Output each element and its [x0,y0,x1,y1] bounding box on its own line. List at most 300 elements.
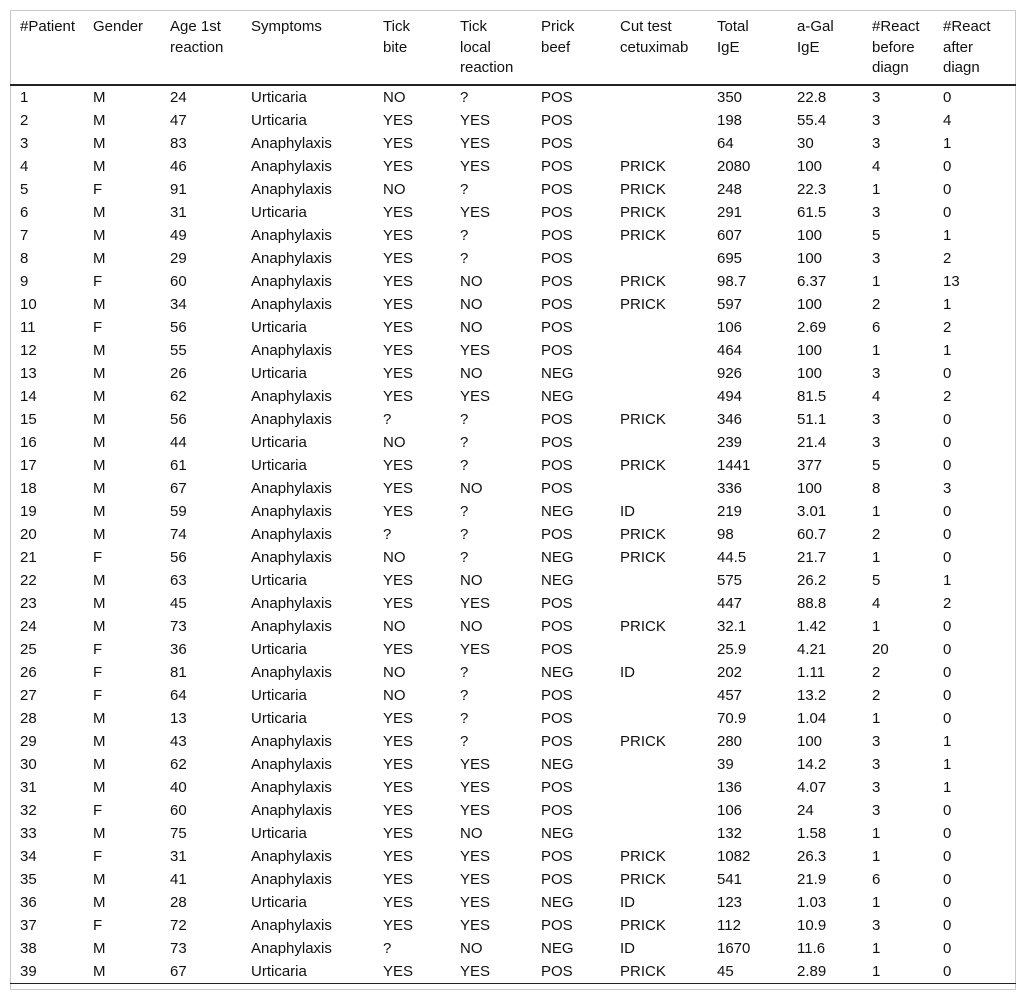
table-row [10,822,1016,845]
cell-react_before: 3 [872,732,881,750]
cell-total_ige: 132 [717,824,743,842]
cell-agal_ige: 100 [797,341,823,359]
cell-age: 64 [170,686,187,704]
cell-agal_ige: 24 [797,801,814,819]
cell-react_before: 1 [872,180,881,198]
cell-gender: F [93,180,103,198]
cell-gender: F [93,847,103,865]
table-row [10,776,1016,799]
cell-cut_test: PRICK [620,732,666,750]
cell-prick_beef: POS [541,960,620,984]
cell-age: 91 [170,180,187,198]
cell-gender: M [93,732,106,750]
cell-agal_ige: 2.69 [797,318,827,336]
cell-total_ige: 44.5 [717,548,747,566]
cell-age: 67 [170,479,187,497]
cell-tick_local: YES [460,594,491,612]
cell-gender: M [93,157,106,175]
cell-age: 56 [170,548,187,566]
cell-age: 55 [170,341,187,359]
table-row [10,155,1016,178]
column-header-text: Tick [383,18,410,35]
cell-cut_test [620,776,717,799]
cell-prick_beef: POS [541,226,573,244]
cell-tick_bite: YES [383,502,414,520]
cell-tick_bite: YES [383,249,414,267]
cell-tick_bite: YES [383,594,414,612]
cell-react_before: 1 [872,617,881,635]
cell-cut_test [620,569,717,592]
cell-symptoms: Anaphylaxis [251,387,332,405]
cell-patient: 16 [20,433,37,451]
cell-patient: 29 [20,732,37,750]
cell-patient: 33 [20,824,37,842]
column-header-react_before [872,10,943,85]
cell-tick_local: YES [460,134,491,152]
cell-gender: M [93,295,106,313]
column-header-text: bite [383,38,408,56]
table-row [10,615,1016,638]
cell-age: 73 [170,617,187,635]
cell-prick_beef: POS [541,916,573,934]
cell-prick_beef: POS [541,433,573,451]
table-row [10,592,1016,615]
table-row [10,753,1016,776]
table-row [10,85,1016,109]
cell-total_ige: 447 [717,594,743,612]
cell-symptoms: Anaphylaxis [251,410,332,428]
cell-cut_test [620,431,717,454]
cell-prick_beef: POS [541,847,573,865]
cell-prick_beef: NEG [541,548,574,566]
cell-tick_bite: NO [383,88,406,106]
cell-cut_test: ID [620,663,635,681]
cell-symptoms: Anaphylaxis [251,755,332,773]
cell-symptoms: Urticaria [251,318,307,336]
column-header-text: diagn [943,59,980,76]
cell-gender: F [93,548,103,566]
cell-symptoms: Anaphylaxis [251,778,332,796]
cell-age: 73 [170,939,187,957]
cell-tick_local: YES [460,755,491,773]
cell-gender: M [93,824,106,842]
cell-tick_local: ? [460,249,469,267]
cell-total_ige: 98 [717,525,734,543]
column-header-text: after [943,38,974,56]
cell-prick_beef: POS [541,410,573,428]
cell-react_after: 0 [943,617,952,635]
cell-agal_ige: 10.9 [797,916,827,934]
cell-react_before: 5 [872,571,881,589]
table-header [10,10,1016,85]
cell-age: 60 [170,801,187,819]
cell-total_ige: 70.9 [717,709,747,727]
cell-symptoms: Urticaria [251,203,307,221]
column-header-text: IgE [717,38,740,56]
cell-patient: 28 [20,709,37,727]
cell-tick_local: ? [460,709,469,727]
cell-react_before: 2 [872,686,881,704]
cell-react_after: 0 [943,203,952,221]
cell-patient: 3 [20,134,29,152]
cell-cut_test [620,822,717,845]
cell-tick_local: YES [460,916,491,934]
column-header-tick_bite [383,10,460,85]
cell-total_ige: 239 [717,433,743,451]
cell-tick_bite: YES [383,203,414,221]
cell-prick_beef: POS [541,318,573,336]
cell-gender: M [93,709,106,727]
cell-tick_bite: NO [383,548,406,566]
cell-patient: 20 [20,525,37,543]
cell-tick_local: YES [460,111,491,129]
cell-total_ige: 45 [717,960,797,984]
cell-cut_test: ID [620,502,635,520]
cell-age: 45 [170,594,187,612]
cell-tick_local: NO [460,479,483,497]
table-row [10,178,1016,201]
cell-react_after: 0 [943,410,952,428]
cell-cut_test [620,753,717,776]
cell-tick_bite: YES [383,226,414,244]
cell-tick_local: YES [460,778,491,796]
cell-age: 46 [170,157,187,175]
column-header-text: Cut test [620,18,672,35]
cell-symptoms: Anaphylaxis [251,594,332,612]
cell-react_after: 13 [943,272,960,290]
column-header-text: Symptoms [251,18,322,35]
cell-cut_test [620,109,717,132]
cell-total_ige: 575 [717,571,743,589]
cell-age: 36 [170,640,187,658]
cell-tick_local: YES [460,157,491,175]
cell-symptoms: Anaphylaxis [251,157,332,175]
cell-tick_local: YES [460,387,491,405]
cell-react_before: 1 [872,847,881,865]
cell-react_before: 1 [872,502,881,520]
cell-total_ige: 336 [717,479,743,497]
cell-react_after: 2 [943,318,952,336]
cell-total_ige: 926 [717,364,743,382]
cell-cut_test: PRICK [620,548,666,566]
cell-prick_beef: POS [541,870,573,888]
cell-gender: F [93,663,103,681]
cell-tick_bite: NO [383,180,406,198]
cell-react_before: 1 [872,824,881,842]
column-header-text: Prick [541,18,575,35]
cell-age: 24 [170,88,187,106]
cell-total_ige: 2080 [717,157,751,175]
cell-tick_bite: YES [383,916,414,934]
column-header-text: cetuximab [620,38,689,56]
cell-react_before: 3 [872,134,881,152]
cell-prick_beef: POS [541,640,573,658]
cell-react_after: 0 [943,939,952,957]
cell-tick_bite: YES [383,111,414,129]
cell-react_after: 0 [943,893,952,911]
cell-agal_ige: 1.04 [797,709,827,727]
table-row [10,270,1016,293]
cell-agal_ige: 51.1 [797,410,827,428]
table-row [10,684,1016,707]
cell-cut_test [620,477,717,500]
cell-gender: M [93,755,106,773]
cell-agal_ige: 100 [797,295,823,313]
cell-total_ige: 494 [717,387,743,405]
cell-age: 67 [170,960,251,984]
table-row [10,500,1016,523]
table-row [10,523,1016,546]
cell-prick_beef: POS [541,709,573,727]
cell-tick_local: ? [460,663,469,681]
cell-symptoms: Anaphylaxis [251,502,332,520]
cell-gender: F [93,318,103,336]
cell-cut_test: PRICK [620,847,666,865]
cell-cut_test: PRICK [620,410,666,428]
cell-tick_bite: YES [383,456,414,474]
cell-tick_local: ? [460,88,469,106]
cell-tick_local: ? [460,502,469,520]
cell-tick_bite: YES [383,571,414,589]
cell-react_after: 0 [943,847,952,865]
cell-tick_local: ? [460,525,469,543]
cell-react_after: 0 [943,548,952,566]
cell-total_ige: 541 [717,870,743,888]
cell-gender: M [93,939,106,957]
table-row [10,316,1016,339]
column-header-age [170,10,251,85]
cell-agal_ige: 21.9 [797,870,827,888]
cell-agal_ige: 21.7 [797,548,827,566]
cell-symptoms: Anaphylaxis [251,295,332,313]
cell-agal_ige: 22.8 [797,88,827,106]
cell-patient: 17 [20,456,37,474]
cell-gender: M [93,870,106,888]
column-header-text: reaction [460,59,514,76]
cell-react_after: 0 [943,709,952,727]
cell-patient: 24 [20,617,37,635]
cell-gender: M [93,410,106,428]
table-row [10,477,1016,500]
cell-age: 56 [170,410,187,428]
cell-react_before: 1 [872,893,881,911]
cell-patient: 4 [20,157,29,175]
cell-agal_ige: 100 [797,226,823,244]
cell-gender: M [93,226,106,244]
cell-total_ige: 350 [717,88,743,106]
cell-prick_beef: POS [541,134,573,152]
cell-symptoms: Urticaria [251,111,307,129]
cell-tick_bite: YES [383,870,414,888]
cell-react_after: 0 [943,824,952,842]
cell-total_ige: 280 [717,732,743,750]
table-row [10,914,1016,937]
cell-tick_bite: YES [383,847,414,865]
cell-react_before: 5 [872,456,881,474]
cell-tick_local: ? [460,226,469,244]
cell-symptoms: Urticaria [251,893,307,911]
cell-gender: F [93,272,103,290]
cell-agal_ige: 11.6 [797,939,826,957]
cell-react_after: 0 [943,916,952,934]
cell-patient: 31 [20,778,37,796]
cell-tick_bite: YES [383,272,414,290]
cell-cut_test: PRICK [620,180,666,198]
cell-cut_test: PRICK [620,272,666,290]
cell-tick_bite: YES [383,341,414,359]
column-header-text: before [872,38,915,56]
cell-total_ige: 123 [717,893,743,911]
cell-cut_test [620,316,717,339]
cell-symptoms: Anaphylaxis [251,272,332,290]
cell-tick_local: ? [460,686,469,704]
cell-react_after: 0 [943,364,952,382]
cell-tick_local: NO [460,617,483,635]
table-row [10,224,1016,247]
cell-react_after: 0 [943,525,952,543]
cell-tick_bite: ? [383,939,392,957]
cell-react_before: 3 [872,203,881,221]
cell-agal_ige: 100 [797,732,823,750]
cell-react_after: 1 [943,295,952,313]
cell-prick_beef: POS [541,341,573,359]
cell-cut_test: ID [620,893,635,911]
cell-react_before: 3 [872,433,881,451]
cell-react_after: 3 [943,479,952,497]
cell-total_ige: 98.7 [717,272,747,290]
cell-tick_bite: ? [383,525,392,543]
cell-gender: M [93,387,106,405]
cell-tick_bite: YES [383,318,414,336]
cell-patient: 23 [20,594,37,612]
cell-react_after: 1 [943,571,952,589]
cell-tick_local: NO [460,318,483,336]
cell-age: 40 [170,778,187,796]
cell-symptoms: Urticaria [251,640,307,658]
cell-agal_ige: 26.2 [797,571,827,589]
cell-react_before: 1 [872,341,881,359]
cell-tick_local: YES [460,203,491,221]
cell-symptoms: Anaphylaxis [251,548,332,566]
cell-tick_local: ? [460,456,469,474]
cell-agal_ige: 2.89 [797,960,872,984]
cell-age: 31 [170,847,187,865]
cell-agal_ige: 1.03 [797,893,827,911]
cell-patient: 12 [20,341,37,359]
cell-react_before: 2 [872,525,881,543]
cell-symptoms: Anaphylaxis [251,525,332,543]
cell-symptoms: Anaphylaxis [251,663,332,681]
cell-cut_test [620,638,717,661]
cell-tick_bite: NO [383,433,406,451]
cell-agal_ige: 1.11 [797,663,826,681]
table-row [10,569,1016,592]
cell-age: 34 [170,295,187,313]
cell-age: 75 [170,824,187,842]
cell-agal_ige: 1.58 [797,824,827,842]
cell-gender: F [93,801,103,819]
cell-tick_bite: NO [383,663,406,681]
table-row [10,937,1016,960]
cell-react_before: 3 [872,778,881,796]
cell-symptoms: Anaphylaxis [251,732,332,750]
cell-gender: M [93,617,106,635]
cell-symptoms: Urticaria [251,88,307,106]
cell-total_ige: 346 [717,410,743,428]
cell-tick_local: NO [460,295,483,313]
table-row [10,730,1016,753]
column-header-prick_beef [541,10,620,85]
cell-react_before: 4 [872,387,881,405]
cell-prick_beef: NEG [541,502,574,520]
cell-tick_local: YES [460,893,491,911]
cell-agal_ige: 100 [797,157,823,175]
cell-symptoms: Anaphylaxis [251,916,332,934]
cell-prick_beef: NEG [541,387,574,405]
cell-agal_ige: 6.37 [797,272,827,290]
cell-total_ige: 136 [717,778,743,796]
cell-react_before: 6 [872,870,881,888]
table-row [10,661,1016,684]
cell-cut_test [620,339,717,362]
cell-tick_bite: YES [383,387,414,405]
cell-symptoms: Anaphylaxis [251,801,332,819]
cell-patient: 38 [20,939,37,957]
cell-cut_test: ID [620,939,635,957]
cell-total_ige: 597 [717,295,743,313]
cell-symptoms: Urticaria [251,686,307,704]
cell-tick_local: ? [460,548,469,566]
cell-symptoms: Anaphylaxis [251,180,332,198]
cell-tick_bite: YES [383,893,414,911]
cell-symptoms: Urticaria [251,433,307,451]
cell-react_before: 20 [872,640,889,658]
cell-patient: 13 [20,364,37,382]
cell-tick_bite: YES [383,732,414,750]
cell-age: 83 [170,134,187,152]
cell-tick_local: NO [460,272,483,290]
cell-prick_beef: POS [541,203,573,221]
cell-prick_beef: POS [541,801,573,819]
cell-react_after: 2 [943,387,952,405]
column-header-symptoms [251,10,383,85]
cell-prick_beef: POS [541,594,573,612]
cell-react_after: 0 [943,456,952,474]
cell-tick_bite: YES [383,479,414,497]
cell-agal_ige: 3.01 [797,502,827,520]
cell-patient: 19 [20,502,37,520]
cell-react_after: 4 [943,111,952,129]
cell-symptoms: Anaphylaxis [251,939,332,957]
cell-prick_beef: NEG [541,571,574,589]
cell-tick_local: ? [460,433,469,451]
column-header-cut_test [620,10,717,85]
cell-tick_bite: YES [383,755,414,773]
table-row [10,431,1016,454]
cell-gender: F [93,686,103,704]
cell-react_after: 0 [943,433,952,451]
cell-agal_ige: 88.8 [797,594,827,612]
cell-symptoms: Anaphylaxis [251,134,332,152]
cell-gender: M [93,203,106,221]
column-header-total_ige [717,10,797,85]
cell-react_before: 6 [872,318,881,336]
cell-total_ige: 457 [717,686,743,704]
cell-age: 43 [170,732,187,750]
cell-tick_local: YES [460,960,541,984]
table-row [10,454,1016,477]
table-row [10,868,1016,891]
